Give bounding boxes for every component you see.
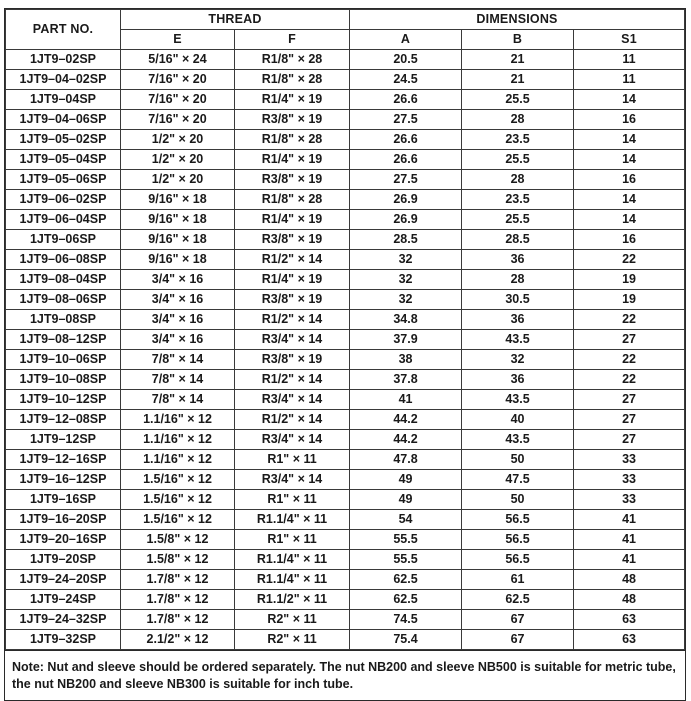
header-row-top [6,10,685,30]
table-row [6,210,685,230]
thread-e-cell: 1.1/16" × 12 [121,410,235,430]
dim-a-cell: 62.5 [350,590,462,610]
table-row [6,390,685,410]
dim-a-cell: 74.5 [350,610,462,630]
dim-s1-cell: 14 [574,90,685,110]
thread-f-cell: R3/4" × 14 [235,470,350,490]
dim-a-cell: 75.4 [350,630,462,650]
dim-a-cell: 37.8 [350,370,462,390]
dim-s1-cell: 41 [574,550,685,570]
thread-e-cell: 1.5/16" × 12 [121,490,235,510]
thread-f-cell: R1/4" × 19 [235,90,350,110]
dim-a-cell: 26.6 [350,130,462,150]
dim-s1-cell: 16 [574,230,685,250]
table-row [6,110,685,130]
part-no-cell: 1JT9–10–08SP [6,370,121,390]
dim-b-cell: 25.5 [462,150,574,170]
header-a: A [350,30,462,50]
part-no-cell: 1JT9–16–12SP [6,470,121,490]
thread-e-cell: 1.5/16" × 12 [121,510,235,530]
thread-e-cell: 1.7/8" × 12 [121,610,235,630]
dim-s1-cell: 14 [574,190,685,210]
header-thread: THREAD [121,10,350,30]
dim-b-cell: 36 [462,250,574,270]
part-no-cell: 1JT9–24SP [6,590,121,610]
dim-a-cell: 32 [350,270,462,290]
dim-a-cell: 24.5 [350,70,462,90]
dim-a-cell: 44.2 [350,430,462,450]
dim-a-cell: 32 [350,250,462,270]
thread-f-cell: R3/8" × 19 [235,350,350,370]
dim-s1-cell: 48 [574,570,685,590]
table-row [6,470,685,490]
dim-s1-cell: 27 [574,390,685,410]
dim-s1-cell: 14 [574,130,685,150]
part-no-cell: 1JT9–16–20SP [6,510,121,530]
thread-e-cell: 1.1/16" × 12 [121,430,235,450]
dim-b-cell: 56.5 [462,510,574,530]
table-row [6,410,685,430]
dim-a-cell: 28.5 [350,230,462,250]
dim-b-cell: 28 [462,170,574,190]
thread-f-cell: R3/8" × 19 [235,170,350,190]
thread-f-cell: R1/8" × 28 [235,70,350,90]
thread-e-cell: 1.5/8" × 12 [121,530,235,550]
thread-e-cell: 3/4" × 16 [121,290,235,310]
part-no-cell: 1JT9–08–04SP [6,270,121,290]
dim-a-cell: 54 [350,510,462,530]
table-row [6,150,685,170]
table-row [6,350,685,370]
dim-a-cell: 37.9 [350,330,462,350]
thread-f-cell: R1" × 11 [235,530,350,550]
thread-f-cell: R1/2" × 14 [235,370,350,390]
part-no-cell: 1JT9–05–06SP [6,170,121,190]
dim-a-cell: 34.8 [350,310,462,330]
part-no-cell: 1JT9–24–20SP [6,570,121,590]
part-no-cell: 1JT9–06–08SP [6,250,121,270]
thread-f-cell: R3/8" × 19 [235,110,350,130]
dim-b-cell: 62.5 [462,590,574,610]
table-row [6,50,685,70]
thread-f-cell: R3/8" × 19 [235,290,350,310]
thread-f-cell: R3/4" × 14 [235,430,350,450]
part-no-cell: 1JT9–06SP [6,230,121,250]
header-f: F [235,30,350,50]
table-row [6,90,685,110]
header-b: B [462,30,574,50]
dim-s1-cell: 19 [574,270,685,290]
thread-e-cell: 1/2" × 20 [121,150,235,170]
thread-e-cell: 2.1/2" × 12 [121,630,235,650]
thread-e-cell: 1.7/8" × 12 [121,570,235,590]
table-row [6,310,685,330]
dim-s1-cell: 27 [574,330,685,350]
dim-b-cell: 67 [462,610,574,630]
dim-s1-cell: 14 [574,210,685,230]
part-no-cell: 1JT9–06–04SP [6,210,121,230]
table-body [6,50,685,650]
dim-b-cell: 43.5 [462,430,574,450]
thread-e-cell: 7/8" × 14 [121,370,235,390]
part-no-cell: 1JT9–32SP [6,630,121,650]
table-row [6,170,685,190]
dim-b-cell: 28.5 [462,230,574,250]
dim-b-cell: 36 [462,310,574,330]
dim-b-cell: 40 [462,410,574,430]
spec-table [5,9,685,650]
dim-s1-cell: 63 [574,610,685,630]
thread-e-cell: 1/2" × 20 [121,170,235,190]
table-row [6,230,685,250]
dim-s1-cell: 33 [574,450,685,470]
part-no-cell: 1JT9–10–12SP [6,390,121,410]
dim-b-cell: 43.5 [462,330,574,350]
part-no-cell: 1JT9–12–16SP [6,450,121,470]
thread-e-cell: 3/4" × 16 [121,310,235,330]
part-no-cell: 1JT9–05–02SP [6,130,121,150]
dim-s1-cell: 16 [574,170,685,190]
table-row [6,290,685,310]
table-row [6,330,685,350]
thread-e-cell: 1.5/16" × 12 [121,470,235,490]
thread-f-cell: R2" × 11 [235,610,350,630]
dim-b-cell: 43.5 [462,390,574,410]
thread-f-cell: R3/4" × 14 [235,330,350,350]
thread-f-cell: R1.1/4" × 11 [235,550,350,570]
dim-a-cell: 32 [350,290,462,310]
dim-b-cell: 25.5 [462,210,574,230]
thread-f-cell: R1/4" × 19 [235,270,350,290]
dim-s1-cell: 19 [574,290,685,310]
thread-f-cell: R1.1/2" × 11 [235,590,350,610]
dim-a-cell: 38 [350,350,462,370]
part-no-cell: 1JT9–04–02SP [6,70,121,90]
thread-f-cell: R3/8" × 19 [235,230,350,250]
part-no-cell: 1JT9–12SP [6,430,121,450]
part-no-cell: 1JT9–06–02SP [6,190,121,210]
spec-sheet [4,8,686,701]
thread-e-cell: 7/16" × 20 [121,90,235,110]
thread-f-cell: R1.1/4" × 11 [235,510,350,530]
dim-b-cell: 47.5 [462,470,574,490]
dim-s1-cell: 33 [574,470,685,490]
table-row [6,630,685,650]
dim-a-cell: 20.5 [350,50,462,70]
table-row [6,610,685,630]
thread-e-cell: 7/16" × 20 [121,70,235,90]
thread-e-cell: 1.7/8" × 12 [121,590,235,610]
dim-a-cell: 49 [350,490,462,510]
thread-f-cell: R1/8" × 28 [235,190,350,210]
thread-f-cell: R1/4" × 19 [235,150,350,170]
thread-e-cell: 9/16" × 18 [121,230,235,250]
dim-b-cell: 67 [462,630,574,650]
table-row [6,70,685,90]
thread-e-cell: 7/8" × 14 [121,350,235,370]
dim-b-cell: 50 [462,450,574,470]
dim-b-cell: 32 [462,350,574,370]
thread-e-cell: 7/8" × 14 [121,390,235,410]
table-row [6,250,685,270]
thread-e-cell: 1.5/8" × 12 [121,550,235,570]
table-row [6,490,685,510]
part-no-cell: 1JT9–02SP [6,50,121,70]
dim-s1-cell: 14 [574,150,685,170]
dim-s1-cell: 41 [574,510,685,530]
part-no-cell: 1JT9–05–04SP [6,150,121,170]
header-part-no: PART NO. [6,10,121,50]
part-no-cell: 1JT9–20–16SP [6,530,121,550]
part-no-cell: 1JT9–10–06SP [6,350,121,370]
dim-s1-cell: 16 [574,110,685,130]
header-s1: S1 [574,30,685,50]
dim-a-cell: 49 [350,470,462,490]
table-row [6,590,685,610]
thread-f-cell: R1/2" × 14 [235,250,350,270]
thread-f-cell: R1/4" × 19 [235,210,350,230]
thread-f-cell: R1/2" × 14 [235,410,350,430]
dim-b-cell: 23.5 [462,130,574,150]
dim-a-cell: 27.5 [350,110,462,130]
thread-f-cell: R1/8" × 28 [235,130,350,150]
thread-f-cell: R2" × 11 [235,630,350,650]
table-row [6,550,685,570]
dim-a-cell: 44.2 [350,410,462,430]
dim-a-cell: 26.9 [350,210,462,230]
table-row [6,430,685,450]
dim-a-cell: 26.6 [350,150,462,170]
dim-b-cell: 36 [462,370,574,390]
part-no-cell: 1JT9–08SP [6,310,121,330]
dim-s1-cell: 48 [574,590,685,610]
part-no-cell: 1JT9–12–08SP [6,410,121,430]
thread-f-cell: R1/2" × 14 [235,310,350,330]
header-dimensions: DIMENSIONS [350,10,685,30]
dim-s1-cell: 33 [574,490,685,510]
dim-a-cell: 55.5 [350,530,462,550]
thread-e-cell: 3/4" × 16 [121,330,235,350]
table-row [6,130,685,150]
part-no-cell: 1JT9–20SP [6,550,121,570]
thread-f-cell: R1.1/4" × 11 [235,570,350,590]
dim-b-cell: 28 [462,270,574,290]
thread-e-cell: 7/16" × 20 [121,110,235,130]
dim-b-cell: 23.5 [462,190,574,210]
table-row [6,270,685,290]
thread-f-cell: R1" × 11 [235,490,350,510]
note-text: Note: Nut and sleeve should be ordered separately. The nut NB200 and sleeve NB500 is suitable for metric tube, the nut NB200 and sleeve NB300 is suitable for inch tube. [5,650,685,700]
table-row [6,570,685,590]
dim-s1-cell: 63 [574,630,685,650]
dim-s1-cell: 11 [574,50,685,70]
dim-a-cell: 62.5 [350,570,462,590]
thread-e-cell: 1/2" × 20 [121,130,235,150]
dim-s1-cell: 27 [574,410,685,430]
part-no-cell: 1JT9–24–32SP [6,610,121,630]
thread-f-cell: R1/8" × 28 [235,50,350,70]
thread-e-cell: 9/16" × 18 [121,190,235,210]
dim-s1-cell: 27 [574,430,685,450]
dim-b-cell: 28 [462,110,574,130]
dim-s1-cell: 41 [574,530,685,550]
dim-b-cell: 25.5 [462,90,574,110]
thread-f-cell: R3/4" × 14 [235,390,350,410]
thread-e-cell: 3/4" × 16 [121,270,235,290]
part-no-cell: 1JT9–04–06SP [6,110,121,130]
dim-a-cell: 47.8 [350,450,462,470]
dim-b-cell: 50 [462,490,574,510]
table-row [6,190,685,210]
dim-b-cell: 61 [462,570,574,590]
part-no-cell: 1JT9–16SP [6,490,121,510]
thread-f-cell: R1" × 11 [235,450,350,470]
dim-a-cell: 26.6 [350,90,462,110]
dim-b-cell: 56.5 [462,530,574,550]
dim-s1-cell: 22 [574,350,685,370]
dim-a-cell: 26.9 [350,190,462,210]
dim-s1-cell: 22 [574,370,685,390]
dim-a-cell: 41 [350,390,462,410]
dim-b-cell: 21 [462,50,574,70]
table-row [6,510,685,530]
thread-e-cell: 9/16" × 18 [121,210,235,230]
thread-e-cell: 5/16" × 24 [121,50,235,70]
table-row [6,370,685,390]
table-row [6,450,685,470]
dim-a-cell: 55.5 [350,550,462,570]
dim-b-cell: 21 [462,70,574,90]
part-no-cell: 1JT9–08–12SP [6,330,121,350]
header-e: E [121,30,235,50]
part-no-cell: 1JT9–08–06SP [6,290,121,310]
dim-a-cell: 27.5 [350,170,462,190]
dim-s1-cell: 11 [574,70,685,90]
dim-b-cell: 56.5 [462,550,574,570]
part-no-cell: 1JT9–04SP [6,90,121,110]
thread-e-cell: 1.1/16" × 12 [121,450,235,470]
dim-s1-cell: 22 [574,250,685,270]
table-row [6,530,685,550]
dim-b-cell: 30.5 [462,290,574,310]
dim-s1-cell: 22 [574,310,685,330]
thread-e-cell: 9/16" × 18 [121,250,235,270]
